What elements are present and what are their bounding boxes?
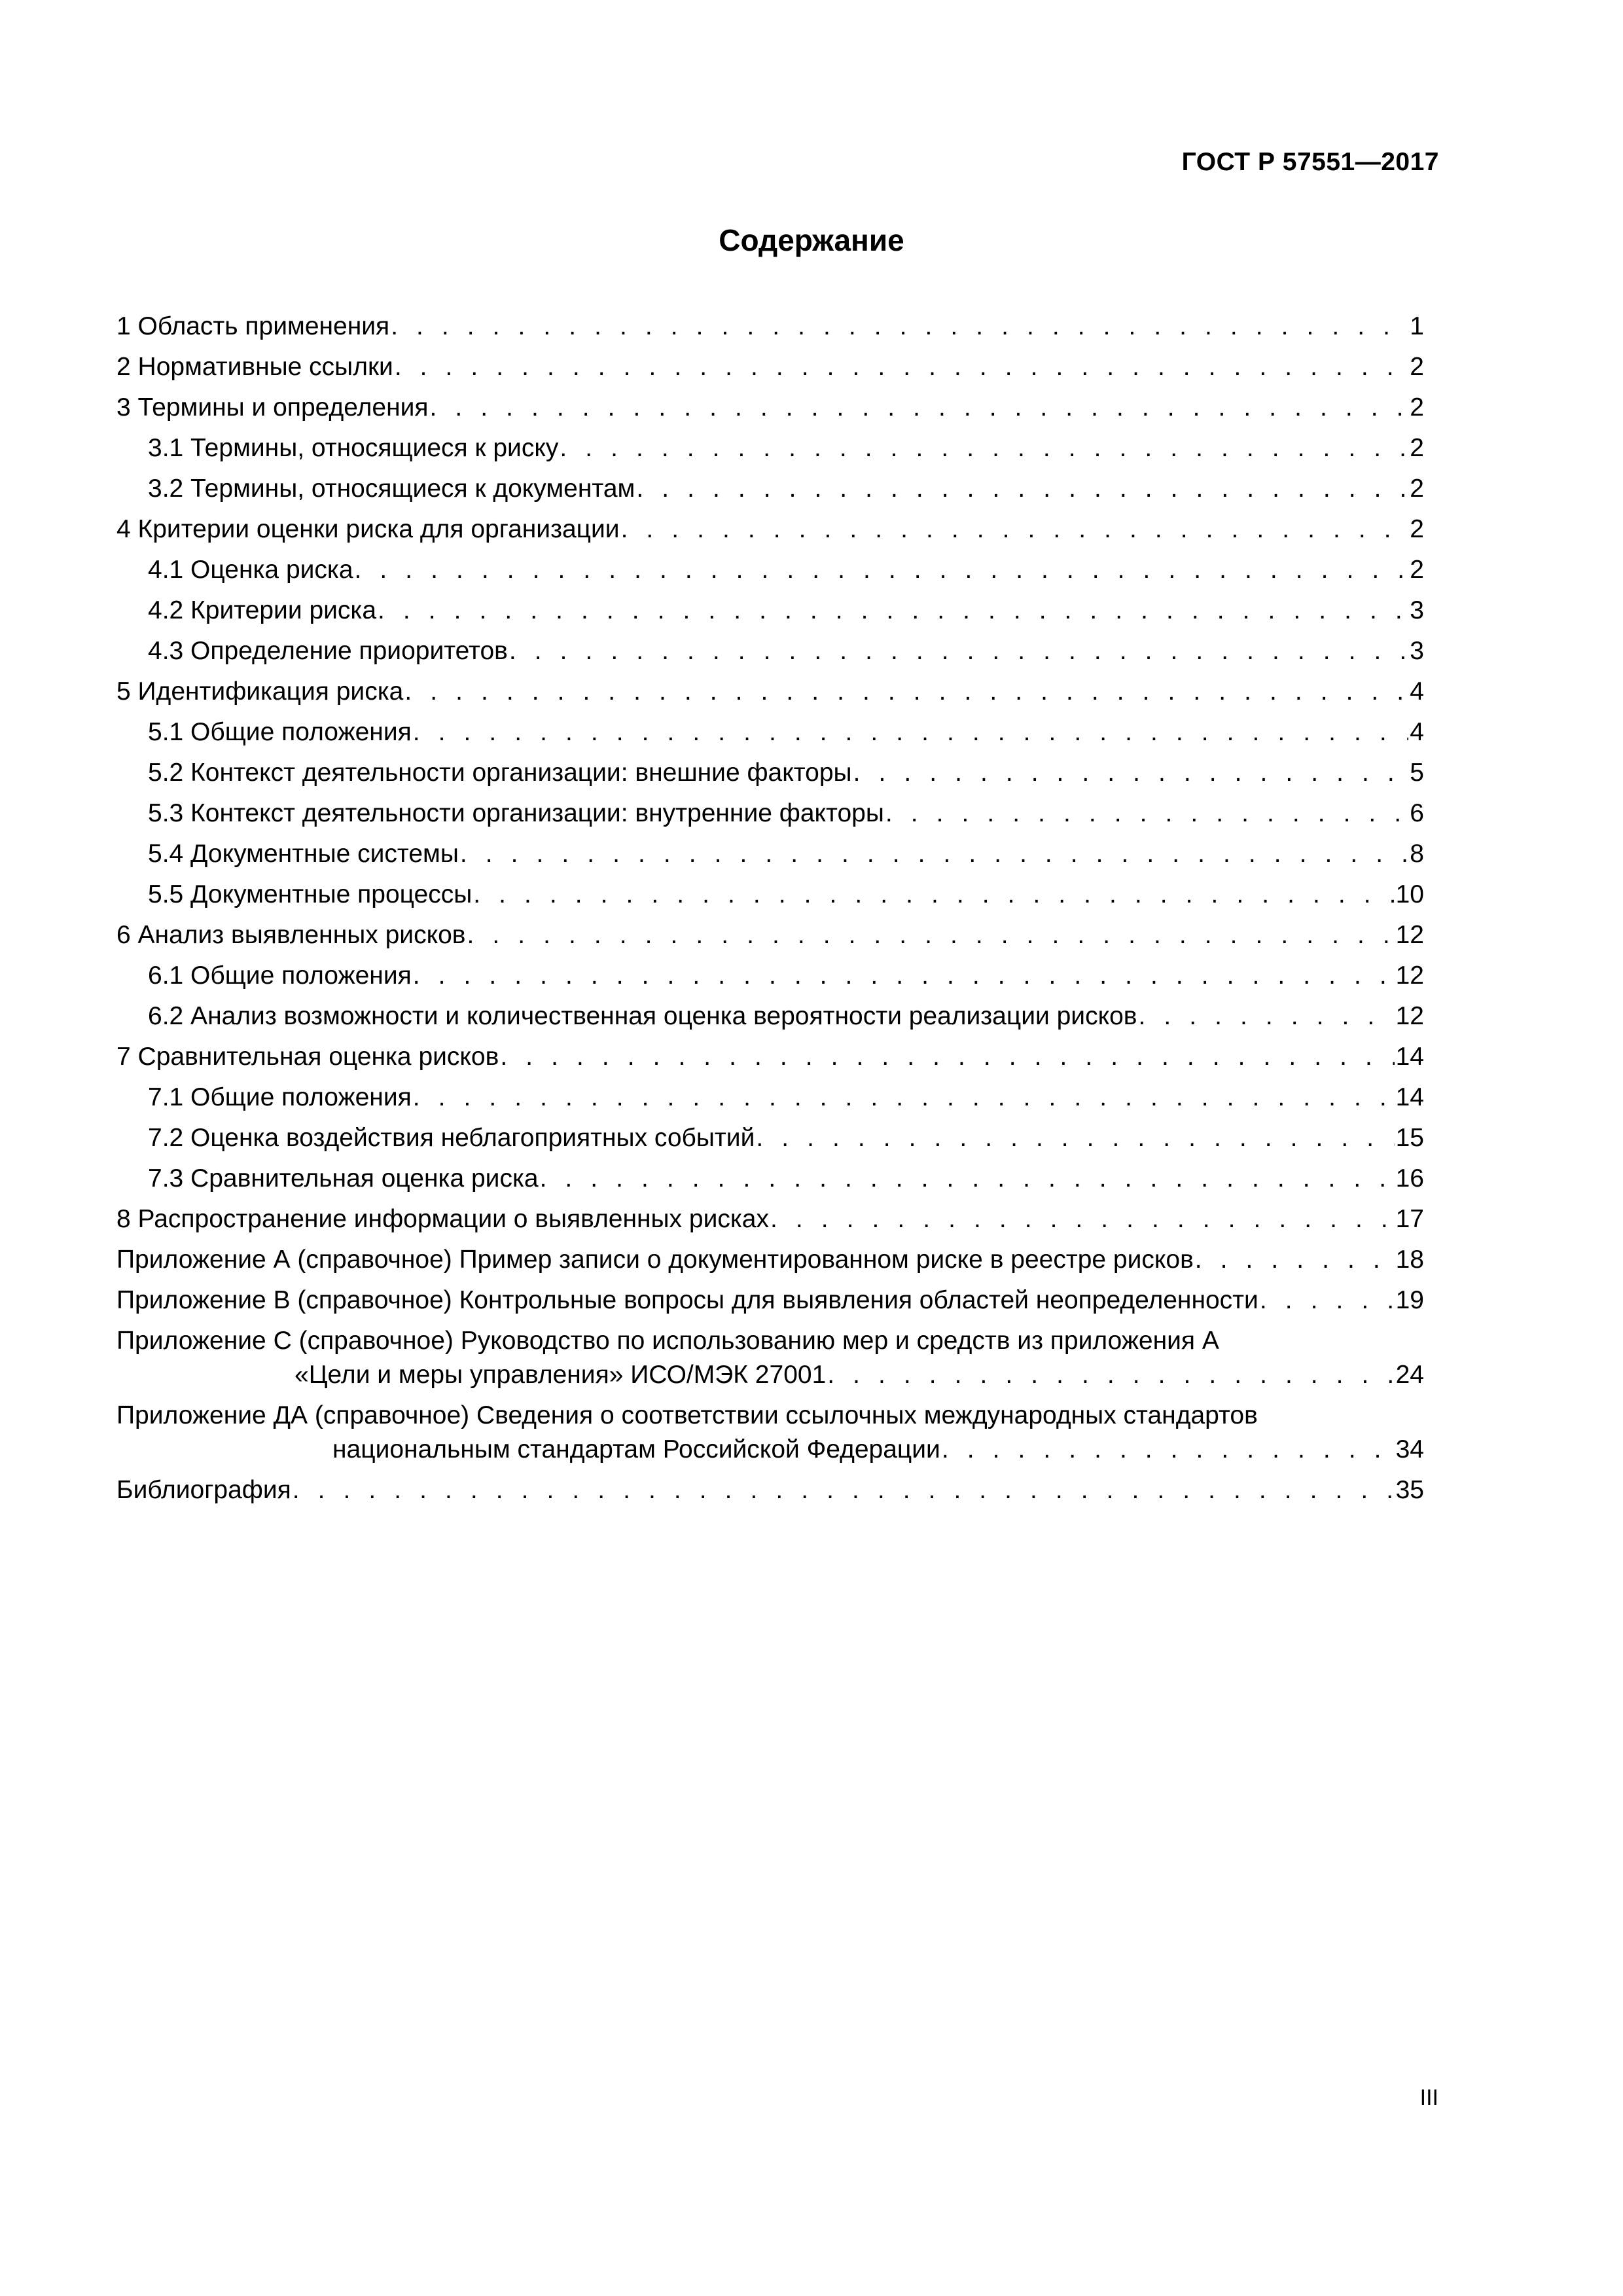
toc-entry-title: 4.2 Критерии риска bbox=[148, 596, 377, 624]
toc-entry-title-continuation: «Цели и меры управления» ИСО/МЭК 27001 bbox=[294, 1361, 827, 1389]
toc-entry-4-1[interactable] bbox=[116, 550, 1424, 590]
toc-entry-4-2[interactable] bbox=[116, 590, 1424, 631]
toc-entry-page: 3 bbox=[1410, 637, 1424, 665]
toc-entry-title: 7.1 Общие положения bbox=[148, 1083, 412, 1111]
toc-entry-page: 12 bbox=[1395, 1002, 1424, 1030]
toc-entry-title: Приложение В (справочное) Контрольные вопросы для выявления областей неопределенности bbox=[116, 1286, 1258, 1314]
toc-entry-title: Приложение А (справочное) Пример записи о документированном риске в реестре рисков bbox=[116, 1246, 1194, 1274]
toc-entry-7-2[interactable] bbox=[116, 1118, 1424, 1158]
dot-leader bbox=[413, 712, 1409, 753]
toc-entry-page: 19 bbox=[1395, 1286, 1424, 1314]
toc-entry-page: 18 bbox=[1395, 1246, 1424, 1274]
dot-leader bbox=[467, 915, 1395, 956]
toc-entry-page: 6 bbox=[1410, 799, 1424, 827]
toc-entry-title: 8 Распространение информации о выявленных рисках bbox=[116, 1205, 769, 1233]
toc-entry-5-3[interactable] bbox=[116, 793, 1424, 834]
table-of-contents bbox=[116, 306, 1424, 1511]
toc-entry-page: 24 bbox=[1395, 1361, 1424, 1389]
toc-entry-page: 8 bbox=[1410, 840, 1424, 868]
toc-entry-title: 4.3 Определение приоритетов bbox=[148, 637, 508, 665]
dot-leader bbox=[413, 1077, 1395, 1118]
toc-entry-title: 5.4 Документные системы bbox=[148, 840, 459, 868]
toc-entry-title: 3.1 Термины, относящиеся к риску bbox=[148, 434, 559, 462]
dot-leader bbox=[942, 1429, 1395, 1470]
toc-heading: Содержание bbox=[719, 223, 904, 257]
toc-entry-5-2[interactable] bbox=[116, 753, 1424, 793]
dot-leader bbox=[413, 956, 1395, 996]
toc-entry-3-1[interactable] bbox=[116, 428, 1424, 469]
dot-leader bbox=[509, 631, 1408, 672]
toc-entry-title: 7.3 Сравнительная оценка риска bbox=[148, 1164, 539, 1193]
dot-leader bbox=[756, 1118, 1394, 1158]
dot-leader bbox=[473, 874, 1394, 915]
toc-entry-title: 2 Нормативные ссылки bbox=[116, 353, 393, 381]
dot-leader bbox=[770, 1199, 1395, 1240]
toc-entry-title: 5.2 Контекст деятельности организации: внешние факторы bbox=[148, 759, 852, 787]
toc-entry-2[interactable] bbox=[116, 347, 1424, 387]
toc-entry-appendix-b[interactable] bbox=[116, 1280, 1424, 1321]
dot-leader bbox=[500, 1037, 1394, 1077]
toc-entry-4[interactable] bbox=[116, 509, 1424, 550]
dot-leader bbox=[460, 834, 1408, 874]
toc-entry-page: 5 bbox=[1410, 759, 1424, 787]
toc-entry-title: 5 Идентификация риска bbox=[116, 677, 404, 706]
toc-entry-6-2[interactable] bbox=[116, 996, 1424, 1037]
toc-entry-title: 4 Критерии оценки риска для организации bbox=[116, 515, 620, 543]
toc-entry-page: 16 bbox=[1395, 1164, 1424, 1193]
dot-leader bbox=[636, 469, 1408, 509]
dot-leader bbox=[395, 347, 1408, 387]
page-number: III bbox=[1419, 2085, 1438, 2110]
dot-leader bbox=[378, 590, 1408, 631]
toc-entry-page: 2 bbox=[1410, 515, 1424, 543]
dot-leader bbox=[355, 550, 1409, 590]
toc-entry-page: 35 bbox=[1395, 1476, 1424, 1504]
toc-entry-page: 3 bbox=[1410, 596, 1424, 624]
toc-entry-title: Библиография bbox=[116, 1476, 291, 1504]
toc-entry-title: 5.1 Общие положения bbox=[148, 718, 412, 746]
toc-entry-title: 3 Термины и определения bbox=[116, 393, 429, 422]
toc-entry-page: 1 bbox=[1410, 312, 1424, 340]
document-standard-id: ГОСТ Р 57551—2017 bbox=[1181, 148, 1439, 176]
toc-entry-page: 4 bbox=[1410, 677, 1424, 706]
toc-entry-page: 2 bbox=[1410, 434, 1424, 462]
toc-entry-title-continuation: национальным стандартам Российской Федерации bbox=[332, 1435, 940, 1463]
toc-entry-page: 2 bbox=[1410, 475, 1424, 503]
toc-entry-title: Приложение С (справочное) Руководство по использованию мер и средств из приложения А bbox=[116, 1327, 1219, 1355]
dot-leader bbox=[1195, 1240, 1395, 1280]
toc-entry-4-3[interactable] bbox=[116, 631, 1424, 672]
toc-entry-5-4[interactable] bbox=[116, 834, 1424, 874]
toc-entry-5-1[interactable] bbox=[116, 712, 1424, 753]
toc-entry-page: 34 bbox=[1395, 1435, 1424, 1463]
dot-leader bbox=[827, 1355, 1394, 1395]
toc-entry-appendix-da[interactable] bbox=[116, 1395, 1424, 1470]
toc-entry-3[interactable] bbox=[116, 387, 1424, 428]
dot-leader bbox=[540, 1158, 1395, 1199]
toc-entry-7-1[interactable] bbox=[116, 1077, 1424, 1118]
toc-entry-7[interactable] bbox=[116, 1037, 1424, 1077]
toc-entry-page: 2 bbox=[1410, 393, 1424, 422]
toc-entry-title: Приложение ДА (справочное) Сведения о соответствии ссылочных международных стандартов bbox=[116, 1401, 1258, 1429]
toc-entry-page: 12 bbox=[1395, 961, 1424, 990]
toc-entry-page: 14 bbox=[1395, 1083, 1424, 1111]
dot-leader bbox=[885, 793, 1408, 834]
toc-entry-page: 2 bbox=[1410, 556, 1424, 584]
toc-entry-5[interactable] bbox=[116, 672, 1424, 712]
toc-entry-appendix-a[interactable] bbox=[116, 1240, 1424, 1280]
toc-entry-title: 3.2 Термины, относящиеся к документам bbox=[148, 475, 635, 503]
toc-entry-title: 4.1 Оценка риска bbox=[148, 556, 353, 584]
dot-leader bbox=[293, 1470, 1395, 1511]
toc-entry-title: 6 Анализ выявленных рисков bbox=[116, 921, 466, 949]
dot-leader bbox=[1139, 996, 1395, 1037]
toc-entry-page: 12 bbox=[1395, 921, 1424, 949]
toc-entry-8[interactable] bbox=[116, 1199, 1424, 1240]
toc-entry-title: 7 Сравнительная оценка рисков bbox=[116, 1043, 499, 1071]
toc-entry-page: 4 bbox=[1410, 718, 1424, 746]
toc-entry-page: 2 bbox=[1410, 353, 1424, 381]
dot-leader bbox=[430, 387, 1409, 428]
toc-entry-title: 5.5 Документные процессы bbox=[148, 880, 473, 908]
toc-entry-title: 6.2 Анализ возможности и количественная оценка вероятности реализации рисков bbox=[148, 1002, 1137, 1030]
toc-entry-page: 10 bbox=[1395, 880, 1424, 908]
dot-leader bbox=[853, 753, 1409, 793]
toc-entry-title: 6.1 Общие положения bbox=[148, 961, 412, 990]
toc-entry-title: 1 Область применения bbox=[116, 312, 390, 340]
toc-entry-appendix-c[interactable] bbox=[116, 1321, 1424, 1395]
toc-entry-title: 5.3 Контекст деятельности организации: внутренние факторы bbox=[148, 799, 884, 827]
toc-entry-6[interactable] bbox=[116, 915, 1424, 956]
toc-entry-7-3[interactable] bbox=[116, 1158, 1424, 1199]
toc-entry-5-5[interactable] bbox=[116, 874, 1424, 915]
toc-entry-page: 14 bbox=[1395, 1043, 1424, 1071]
dot-leader bbox=[1260, 1280, 1395, 1321]
dot-leader bbox=[391, 306, 1408, 347]
toc-entry-page: 17 bbox=[1395, 1205, 1424, 1233]
toc-entry-title: 7.2 Оценка воздействия неблагоприятных событий bbox=[148, 1124, 755, 1152]
dot-leader bbox=[560, 428, 1408, 469]
dot-leader bbox=[404, 672, 1408, 712]
toc-entry-1[interactable] bbox=[116, 306, 1424, 347]
dot-leader bbox=[621, 509, 1409, 550]
toc-entry-bibliography[interactable] bbox=[116, 1470, 1424, 1511]
toc-entry-page: 15 bbox=[1395, 1124, 1424, 1152]
toc-entry-6-1[interactable] bbox=[116, 956, 1424, 996]
toc-entry-3-2[interactable] bbox=[116, 469, 1424, 509]
